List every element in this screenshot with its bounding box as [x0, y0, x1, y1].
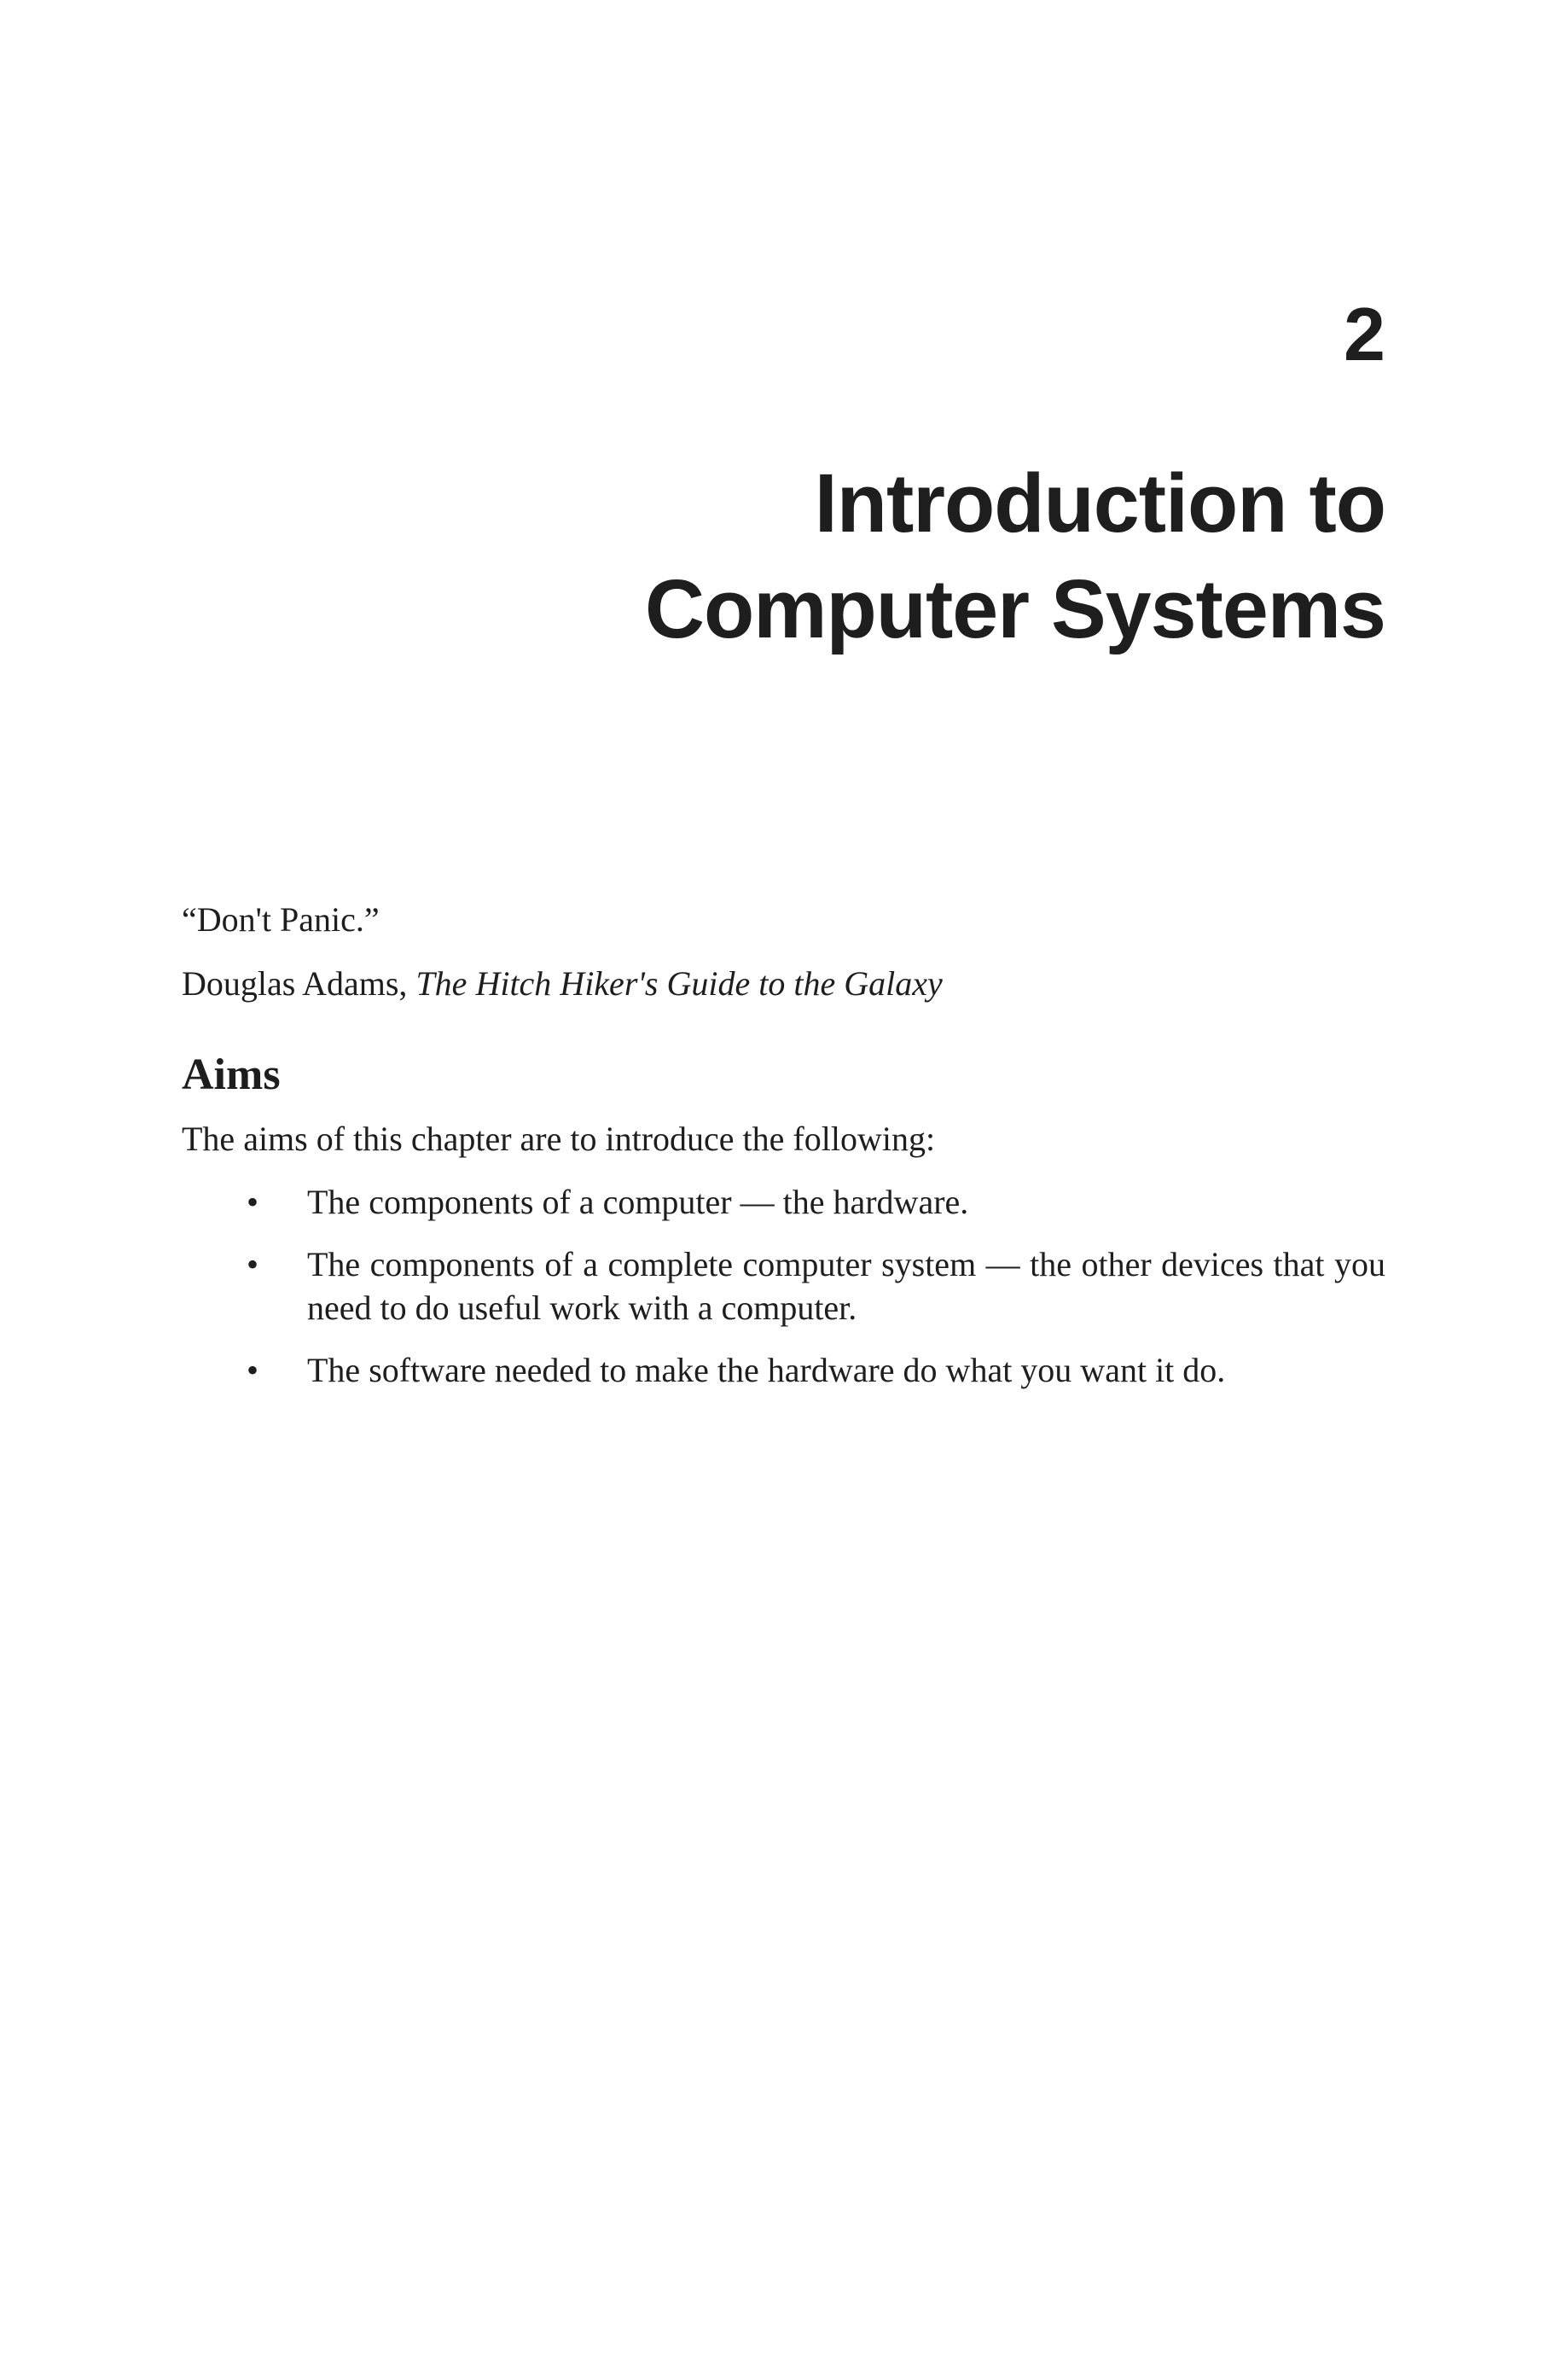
chapter-title-line-1: Introduction to	[814, 457, 1385, 550]
aims-list-item	[182, 1242, 1385, 1329]
section-heading-aims: Aims	[182, 1050, 281, 1099]
epigraph-quote: “Don't Panic.”	[182, 900, 380, 939]
aims-list-item	[182, 1180, 1385, 1224]
aims-item-text: The components of a computer — the hardware.	[307, 1183, 969, 1221]
bullet-icon: •	[247, 1245, 259, 1283]
epigraph-author: Douglas Adams,	[182, 964, 408, 1003]
bullet-icon: •	[247, 1351, 259, 1389]
chapter-title	[645, 451, 1385, 662]
chapter-title-line-2: Computer Systems	[644, 562, 1385, 655]
epigraph-work-title: The Hitch Hiker's Guide to the Galaxy	[415, 964, 943, 1003]
chapter-number: 2	[1344, 292, 1385, 376]
bullet-icon: •	[247, 1183, 259, 1221]
aims-item-text: The software needed to make the hardware do what you want it do.	[307, 1351, 1226, 1389]
aims-list-item	[182, 1348, 1385, 1392]
aims-list	[182, 1180, 1385, 1411]
epigraph-attribution	[182, 963, 943, 1005]
aims-item-text: The components of a complete computer system — the other devices that you need to do useful work with a computer.	[307, 1245, 1385, 1327]
aims-intro: The aims of this chapter are to introduce the following:	[182, 1120, 936, 1158]
